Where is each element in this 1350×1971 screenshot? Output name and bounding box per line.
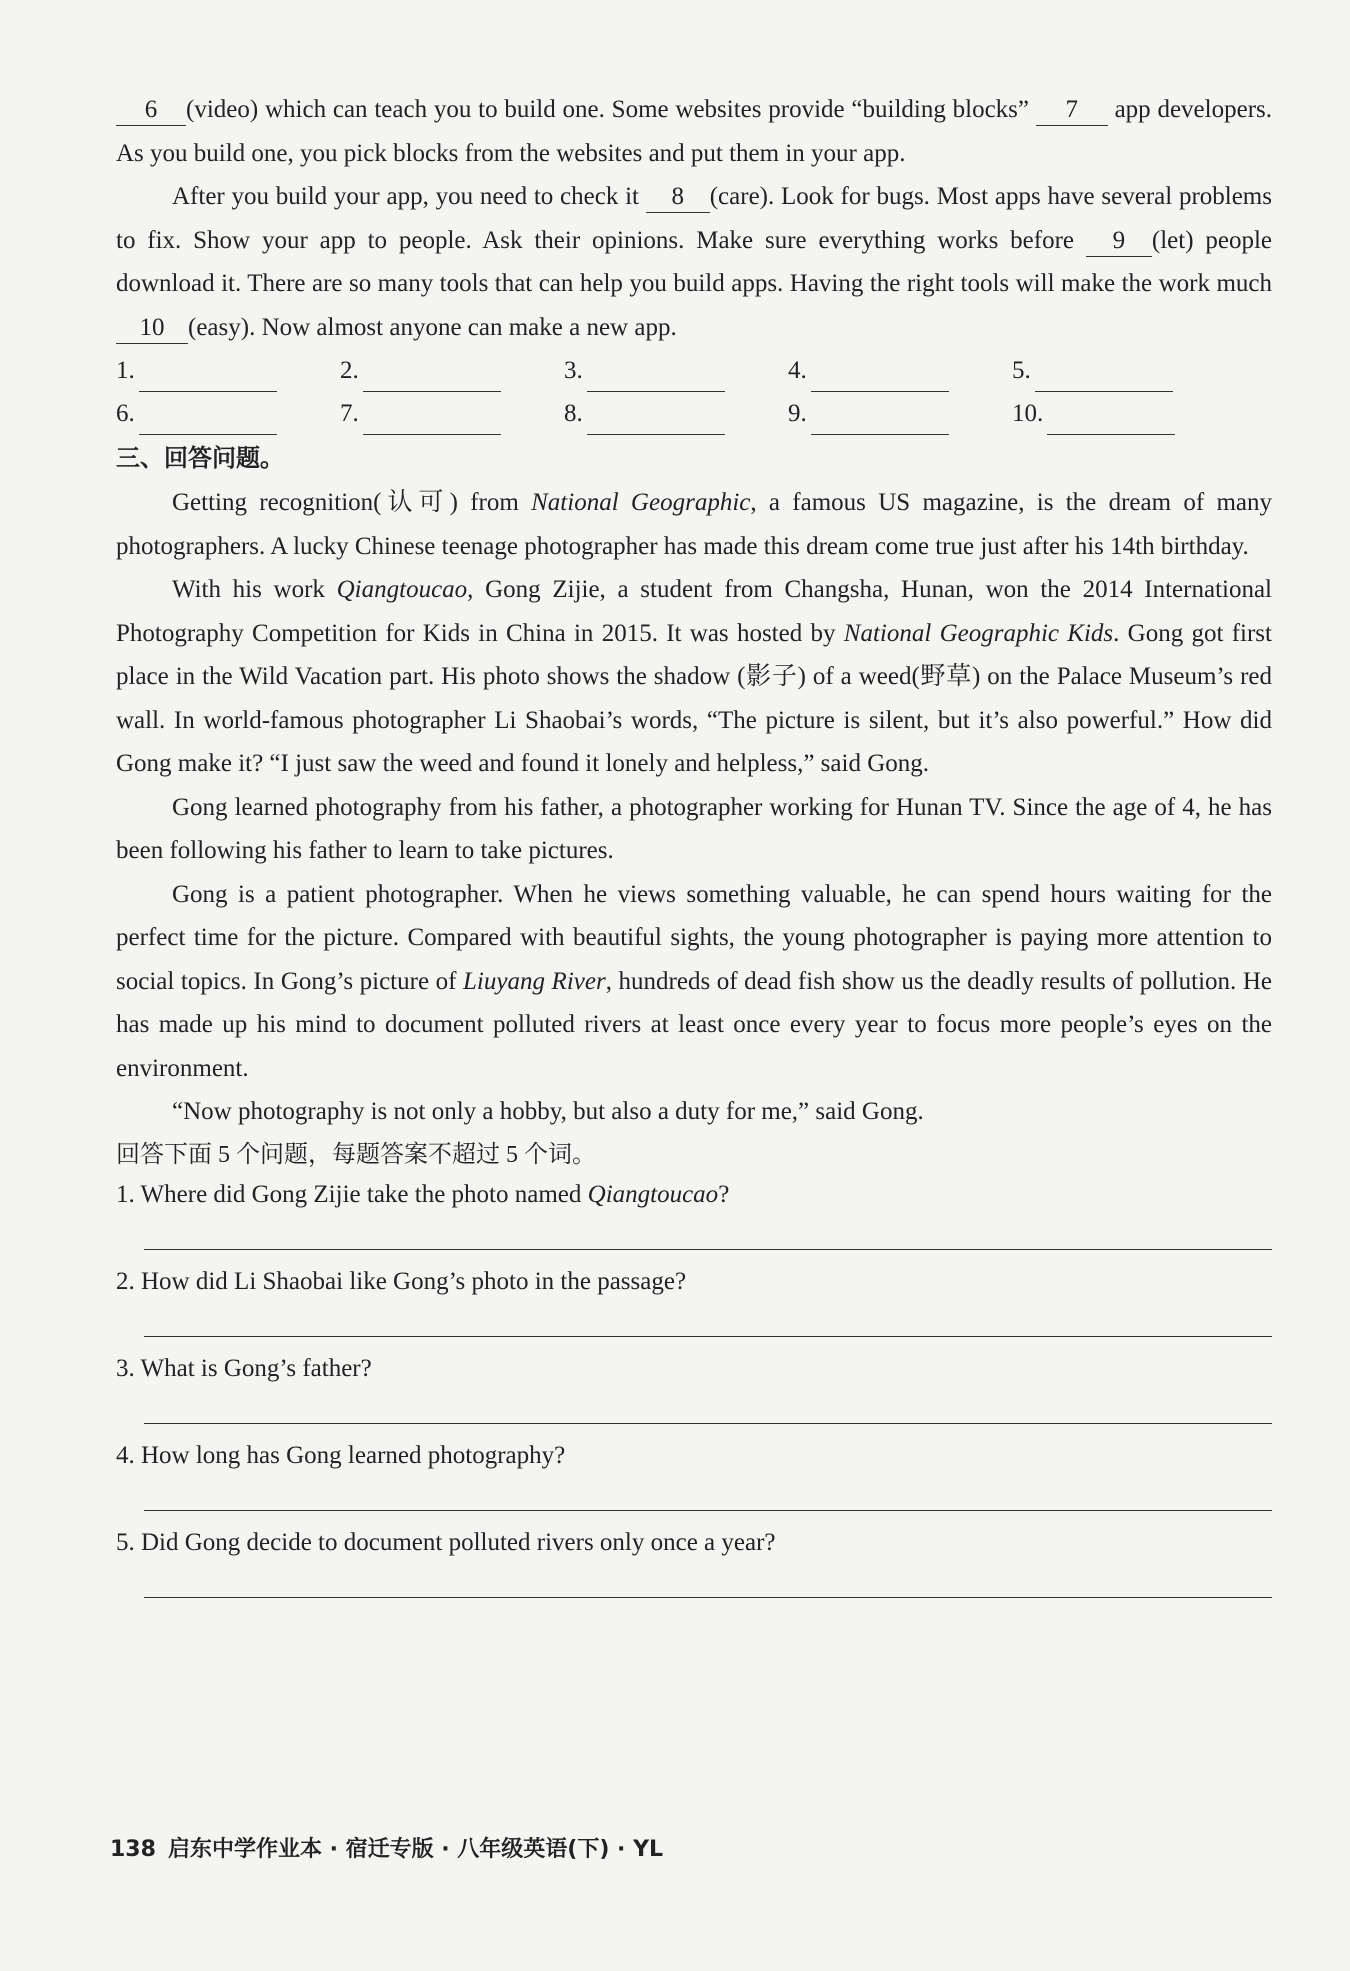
answer-line[interactable] (587, 404, 725, 435)
answer-line[interactable] (1047, 404, 1175, 435)
passage-paragraph-3: Gong learned photography from his father, a photographer working for Hunan TV. Since the age of 4, he has been following his father to learn to take pictures. (116, 793, 1272, 864)
answer-slot-2[interactable]: 2. (340, 349, 501, 392)
answer-line-5[interactable] (144, 1561, 1272, 1598)
answer-line[interactable] (363, 404, 501, 435)
question-4: 4. How long has Gong learned photography? (116, 1441, 566, 1469)
answer-line[interactable] (139, 404, 277, 435)
answer-line[interactable] (363, 361, 501, 392)
passage-paragraph-4: Gong is a patient photographer. When he views something valuable, he can spend hours waiting for the perfect time for the picture. Compared with beautiful sights, the young photographer is paying more attention to social topics. In Gong’s picture of Liuyang River, hundreds of dead fish show us the deadly results of pollution. He has made up his mind to document polluted rivers at least once every year to focus more people’s eyes on the environment. (116, 880, 1273, 1082)
passage-paragraph-1: Getting recognition(认可) from National Geographic, a famous US magazine, is the dream of many photographers. A lucky Chinese teenage photographer has made this dream come true just after his 14th birthday. (116, 489, 1272, 560)
answer-line[interactable] (811, 404, 949, 435)
section-heading: 三、回答问题。 (116, 444, 284, 472)
blank-7: 7 (1036, 95, 1108, 126)
passage-paragraph-2: With his work Qiangtoucao, Gong Zijie, a student from Changsha, Hunan, won the 2014 International Photography Competition for Kids in China in 2015. It was hosted by National Geographic Kids. Gong got first place in the Wild Vacation part. His photo shows the shadow (影子) of a weed(野草) on the Palace Museum’s red wall. In world-famous photographer Li Shaobai’s words, “The picture is silent, but it’s also powerful.” How did Gong make it? “I just saw the weed and found it lonely and helpless,” said Gong. (116, 576, 1273, 777)
answer-line-3[interactable] (144, 1387, 1272, 1424)
answer-slot-1[interactable]: 1. (116, 349, 277, 392)
blank-10: 10 (116, 313, 188, 344)
reading-passage (116, 481, 1272, 1134)
answer-line-2[interactable] (144, 1300, 1272, 1337)
answer-slot-8[interactable]: 8. (564, 392, 725, 435)
page-footer (110, 1832, 663, 1863)
answer-line-1[interactable] (144, 1213, 1272, 1250)
answer-slot-5[interactable]: 5. (1012, 349, 1173, 392)
answer-line[interactable] (1035, 361, 1173, 392)
answer-row-1 (116, 349, 1272, 392)
cloze-paragraph-1: 6 (video) which can teach you to build one. Some websites provide “building blocks” 7 app developers. As you build one, you pick blocks from the websites and put them in your app. (116, 96, 1272, 167)
question-3: 3. What is Gong’s father? (116, 1354, 372, 1382)
question-2: 2. How did Li Shaobai like Gong’s photo in the passage? (116, 1267, 687, 1295)
passage-paragraph-5: “Now photography is not only a hobby, but also a duty for me,” said Gong. (172, 1098, 924, 1125)
page-number: 138 (110, 1837, 156, 1862)
question-5: 5. Did Gong decide to document polluted rivers only once a year? (116, 1528, 776, 1556)
answer-slot-3[interactable]: 3. (564, 349, 725, 392)
cloze-passage (116, 88, 1272, 349)
question-1: 1. Where did Gong Zijie take the photo named Qiangtoucao? (116, 1180, 730, 1208)
cloze-paragraph-2: After you build your app, you need to check it 8 (care). Look for bugs. Most apps have several problems to fix. Show your app to people. Ask their opinions. Make sure everything works before 9 (let) people download it. There are so many tools that can help you build apps. Having the right tools will make the work much 10 (easy). Now almost anyone can make a new app. (116, 175, 1272, 349)
answer-slot-10[interactable]: 10. (1012, 392, 1175, 435)
answer-line[interactable] (139, 361, 277, 392)
instruction: 回答下面 5 个问题，每题答案不超过 5 个词。 (116, 1141, 596, 1168)
answer-slot-4[interactable]: 4. (788, 349, 949, 392)
answer-slot-6[interactable]: 6. (116, 392, 277, 435)
answer-row-2 (116, 392, 1272, 435)
answer-line[interactable] (587, 361, 725, 392)
blank-6: 6 (116, 95, 186, 126)
answer-slot-7[interactable]: 7. (340, 392, 501, 435)
answer-line[interactable] (811, 361, 949, 392)
book-title: 启东中学作业本 · 宿迁专版 · 八年级英语(下) · YL (167, 1837, 664, 1862)
blank-9: 9 (1086, 226, 1152, 257)
answer-slot-9[interactable]: 9. (788, 392, 949, 435)
answer-line-4[interactable] (144, 1474, 1272, 1511)
question-list (116, 1177, 1272, 1598)
blank-8: 8 (646, 182, 710, 213)
cloze-answer-grid (116, 349, 1272, 435)
